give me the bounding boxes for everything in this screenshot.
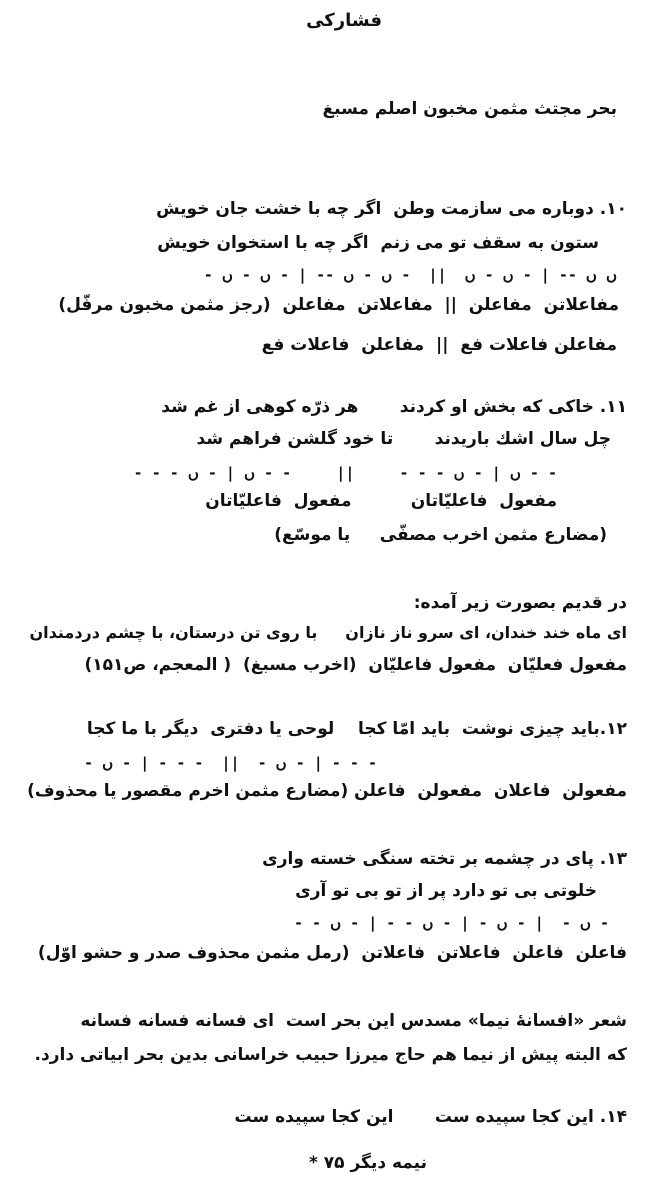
poem-10-line-2: ستون به سقف تو می زنم اگر چه با استخوان خویش [157, 233, 599, 253]
poem-12-line-1: ۱۲.باید چیزی نوشت باید امّا کجا لوحی یا دفتری دیگر با ما کجا [86, 719, 627, 739]
poem-11-meter-pattern: - - ں | - ں - - - || - - ں | - ں - - - [133, 464, 557, 482]
old-form-heading: در قدیم بصورت زیر آمده: [413, 593, 627, 613]
page-title: فشارکی [306, 10, 382, 31]
poem-13-meter-pattern: - ں - | - ں - | - ں - - | - ں - - [294, 914, 609, 932]
note-line-1: شعر «افسانهٔ نیما» مسدس این بحر است ای فسانه فسانه فسانه [80, 1011, 627, 1031]
poem-12-meter-line-1: مفعولن فاعلان مفعولن فاعلن (مضارع مثمن اخرم مقصور یا محذوف) [27, 781, 627, 801]
poem-11-line-1: ۱۱. خاکی که بخش او کردند هر ذرّه کوهی از غم شد [161, 397, 627, 417]
poem-10-meter-line-2: مفاعلن فاعلات فع || مفاعلن فاعلات فع [261, 335, 617, 355]
poem-13-line-2: خلوتی بی تو دارد پر از تو بی تو آری [295, 881, 597, 901]
poem-13-line-1: ۱۳. پای در چشمه بر تخته سنگی خسته واری [262, 849, 627, 869]
poem-14-line-1: ۱۴. این کجا سپیده ست این کجا سپیده ست [234, 1107, 627, 1127]
poem-10-line-1: ۱۰. دوباره می سازمت وطن اگر چه با خشت جان خویش [156, 199, 627, 219]
poem-12-meter-pattern: - - - | - ں - || - - - | - ں - [84, 754, 377, 772]
page-footer: نیمه دیگر ۷۵ * [308, 1153, 427, 1173]
poem-10-meter-pattern: ں ں -- | - ں - ں || - ں - ں -- | - ں - ں - [203, 266, 617, 284]
page-subtitle: بحر مجتث مثمن مخبون اصلم مسبغ [322, 99, 617, 119]
poem-11-line-2: چل سال اشك باريدند تا خود گلشن فراهم شد [196, 429, 611, 449]
poem-13-meter-line-1: فاعلن فاعلن فاعلاتن فاعلاتن (رمل مثمن محذوف صدر و حشو اوّل) [37, 943, 627, 963]
poem-11-meter-line-2: (مضارع مثمن اخرب مصفّی یا موسّع) [274, 525, 607, 545]
old-form-meter: مفعول فعلیّان مفعول فاعلیّان (اخرب مسبغ) ( المعجم، ص۱۵۱) [84, 655, 627, 675]
note-line-2: که البته پیش از نیما هم حاج میرزا حبیب خراسانی بدین بحر ابیاتی دارد. [34, 1045, 627, 1065]
poem-10-meter-line-1: مفاعلاتن مفاعلن || مفاعلاتن مفاعلن (رجز مثمن مخبون مرفّل) [58, 295, 619, 315]
old-form-verse: ای ماه خند خندان، ای سرو ناز نازان با روی تن درستان، با چشم دردمندان [29, 623, 627, 642]
poem-11-meter-line-1: مفعول فاعلیّاتان مفعول فاعلیّاتان [205, 491, 557, 511]
